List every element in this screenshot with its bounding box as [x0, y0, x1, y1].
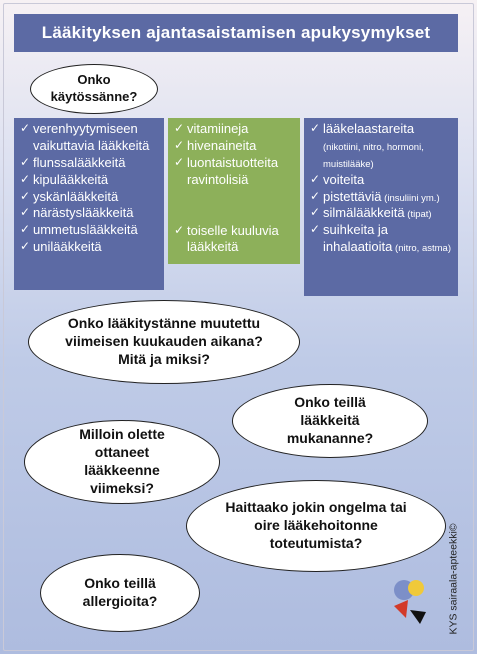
list-item-label: hivenaineita — [187, 137, 257, 153]
list-item — [172, 121, 296, 138]
list-item-note: (nikotiini, nitro, hormoni, muistilääke) — [323, 141, 424, 170]
speech-bubble-in-use — [30, 64, 158, 114]
checkmark-icon: ✓ — [174, 121, 185, 135]
list-item — [18, 121, 160, 155]
list-item-label: närästyslääkkeitä — [33, 205, 134, 221]
checkmark-icon: ✓ — [174, 222, 185, 237]
checkmark-icon: ✓ — [174, 137, 185, 152]
list-item — [18, 155, 160, 172]
question-medication-changed: Onko lääkitystänne muutettu viimeisen kuukauden aikana? Mitä ja miksi? — [65, 315, 263, 367]
list-item — [18, 172, 160, 189]
question-problems: Haittaako jokin ongelma tai oire lääkehoitonne toteutumista? — [225, 499, 407, 551]
checkmark-icon: ✓ — [20, 171, 31, 186]
question-meds-with-you: Onko teillä lääkkeitä mukananne? — [286, 394, 374, 446]
medication-list-right — [304, 118, 458, 296]
checkmark-icon: ✓ — [20, 154, 31, 169]
list-item — [18, 222, 160, 239]
medication-list-middle — [168, 118, 300, 264]
checkmark-icon: ✓ — [20, 239, 31, 254]
list-item — [18, 239, 160, 256]
speech-bubble-medication-changed — [28, 300, 300, 384]
list-item — [172, 138, 296, 155]
list-item-label: unilääkkeitä — [33, 239, 102, 255]
list-item — [18, 189, 160, 206]
checkmark-icon: ✓ — [20, 121, 31, 135]
list-item — [308, 189, 454, 206]
list-item-label: silmälääkkeitä — [323, 205, 405, 221]
checkmark-icon: ✓ — [310, 188, 321, 203]
list-item-label: luontaistuotteita ravintolisiä — [187, 154, 279, 187]
list-item-label: suihkeita ja inhalaatioita — [323, 222, 393, 255]
list-item-note: (nitro, astma) — [392, 243, 451, 255]
speech-bubble-problems — [186, 480, 446, 572]
question-allergies: Onko teillä allergioita? — [82, 575, 158, 609]
speech-bubble-meds-with-you — [232, 384, 428, 458]
list-item — [172, 223, 296, 257]
list-item — [308, 121, 454, 172]
list-item — [308, 205, 454, 222]
question-in-use: Onko käytössänne? — [50, 72, 138, 104]
list-item-label: flunssalääkkeitä — [33, 154, 126, 170]
kys-logo-icon — [386, 578, 440, 628]
list-item-note: (insuliini ym.) — [381, 192, 440, 204]
list-item-label: vitamiineja — [187, 121, 249, 136]
list-item — [308, 172, 454, 189]
speech-bubble-allergies — [40, 554, 200, 632]
page-title: Lääkityksen ajantasaistamisen apukysymykset — [14, 14, 458, 52]
list-item-label: ummetuslääkkeitä — [33, 222, 138, 238]
checkmark-icon: ✓ — [20, 188, 31, 203]
checkmark-icon: ✓ — [20, 222, 31, 237]
list-item-label: kipulääkkeitä — [33, 171, 109, 187]
list-item-label: voiteita — [323, 171, 365, 187]
list-item-label: toiselle kuuluvia lääkkeitä — [187, 222, 279, 255]
list-item-label: lääkelaastareita — [323, 121, 415, 136]
list-item — [308, 222, 454, 256]
checkmark-icon: ✓ — [310, 222, 321, 237]
list-item-label: verenhyytymiseen vaikuttavia lääkkeitä — [33, 121, 150, 153]
list-item-label: yskänlääkkeitä — [33, 188, 119, 204]
checkmark-icon: ✓ — [310, 205, 321, 220]
checkmark-icon: ✓ — [310, 121, 321, 135]
checkmark-icon: ✓ — [20, 205, 31, 220]
list-item-label: pistettäviä — [323, 188, 382, 204]
list-item — [172, 155, 296, 189]
checkmark-icon: ✓ — [310, 171, 321, 186]
question-last-taken: Milloin olette ottaneet lääkkeenne viimeksi? — [79, 426, 165, 496]
list-item — [18, 205, 160, 222]
footer-credit: KYS sairaala-apteekki© — [447, 523, 460, 635]
medication-list-left — [14, 118, 164, 290]
checkmark-icon: ✓ — [174, 154, 185, 169]
speech-bubble-last-taken — [24, 420, 220, 504]
list-item-note: (tipat) — [404, 209, 432, 221]
